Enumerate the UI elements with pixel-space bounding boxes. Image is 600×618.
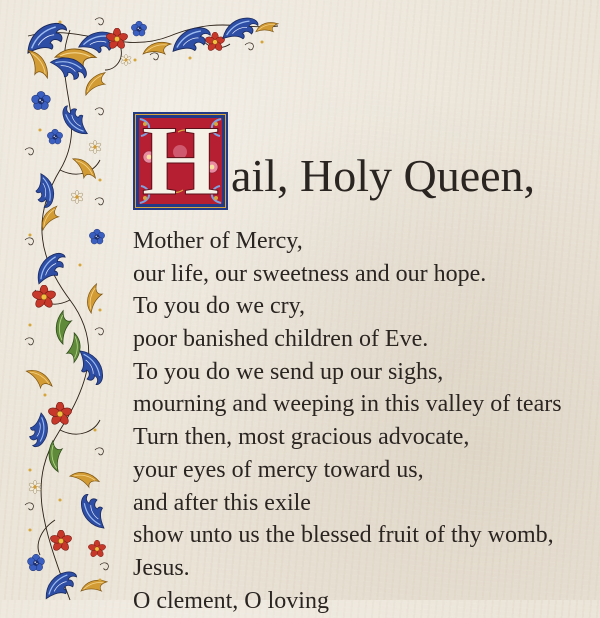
acanthus-leaf xyxy=(60,102,89,140)
prayer-line: poor banished children of Eve. xyxy=(133,326,429,353)
red-flower xyxy=(31,285,56,309)
prayer-line: To you do we send up our sighs, xyxy=(133,358,444,385)
acanthus-leaf xyxy=(221,17,259,40)
red-flower xyxy=(49,530,72,552)
gold-leaf xyxy=(143,42,171,54)
blue-flower xyxy=(28,554,45,571)
acanthus-leaf xyxy=(23,412,55,449)
daisy-flower xyxy=(28,480,41,493)
prayer-line: show unto us the blessed fruit of thy womb, xyxy=(133,522,554,549)
prayer-line-partial: O clement, O loving xyxy=(133,588,329,614)
acanthus-leaf xyxy=(22,21,70,56)
red-flower xyxy=(88,540,107,558)
gold-leaf xyxy=(36,205,63,230)
acanthus-leaf xyxy=(80,492,106,531)
prayer-line: Mother of Mercy, xyxy=(133,228,303,254)
blue-flower xyxy=(32,91,51,109)
green-leaf xyxy=(65,333,86,363)
prayer-line: To you do we cry, xyxy=(133,293,306,320)
prayer-line: Turn then, most gracious advocate, xyxy=(133,424,470,451)
floral-left-border xyxy=(23,47,110,600)
gold-leaf xyxy=(26,364,53,393)
prayer-line: your eyes of mercy toward us, xyxy=(133,456,424,483)
daisy-flower xyxy=(88,140,101,153)
heading-title: ail, Holy Queen, xyxy=(231,150,536,201)
daisy-flower xyxy=(70,190,83,203)
gold-leaf xyxy=(81,580,107,591)
blue-flower xyxy=(131,21,146,36)
prayer-line: our life, our sweetness and our hope. xyxy=(133,260,487,287)
prayer-line: mourning and weeping in this valley of tears xyxy=(133,391,562,418)
prayer-line: Jesus. xyxy=(133,554,190,581)
blue-flower xyxy=(47,129,62,144)
acanthus-leaf xyxy=(78,348,104,387)
prayer-text xyxy=(133,225,593,585)
red-flower xyxy=(47,402,72,426)
prayer-line: and after this exile xyxy=(133,489,311,516)
gold-leaf xyxy=(81,283,105,313)
green-leaf xyxy=(51,310,74,344)
green-leaf xyxy=(46,440,63,471)
acanthus-leaf xyxy=(30,250,72,286)
drop-cap-initial xyxy=(133,105,228,216)
blue-flower xyxy=(89,229,104,244)
gold-leaf xyxy=(70,466,100,490)
red-flower xyxy=(204,32,225,52)
gold-leaf xyxy=(256,22,278,31)
gold-leaf xyxy=(28,47,49,81)
acanthus-leaf xyxy=(40,569,81,600)
drop-cap-letter: H xyxy=(141,105,220,216)
daisy-flower xyxy=(120,54,131,65)
